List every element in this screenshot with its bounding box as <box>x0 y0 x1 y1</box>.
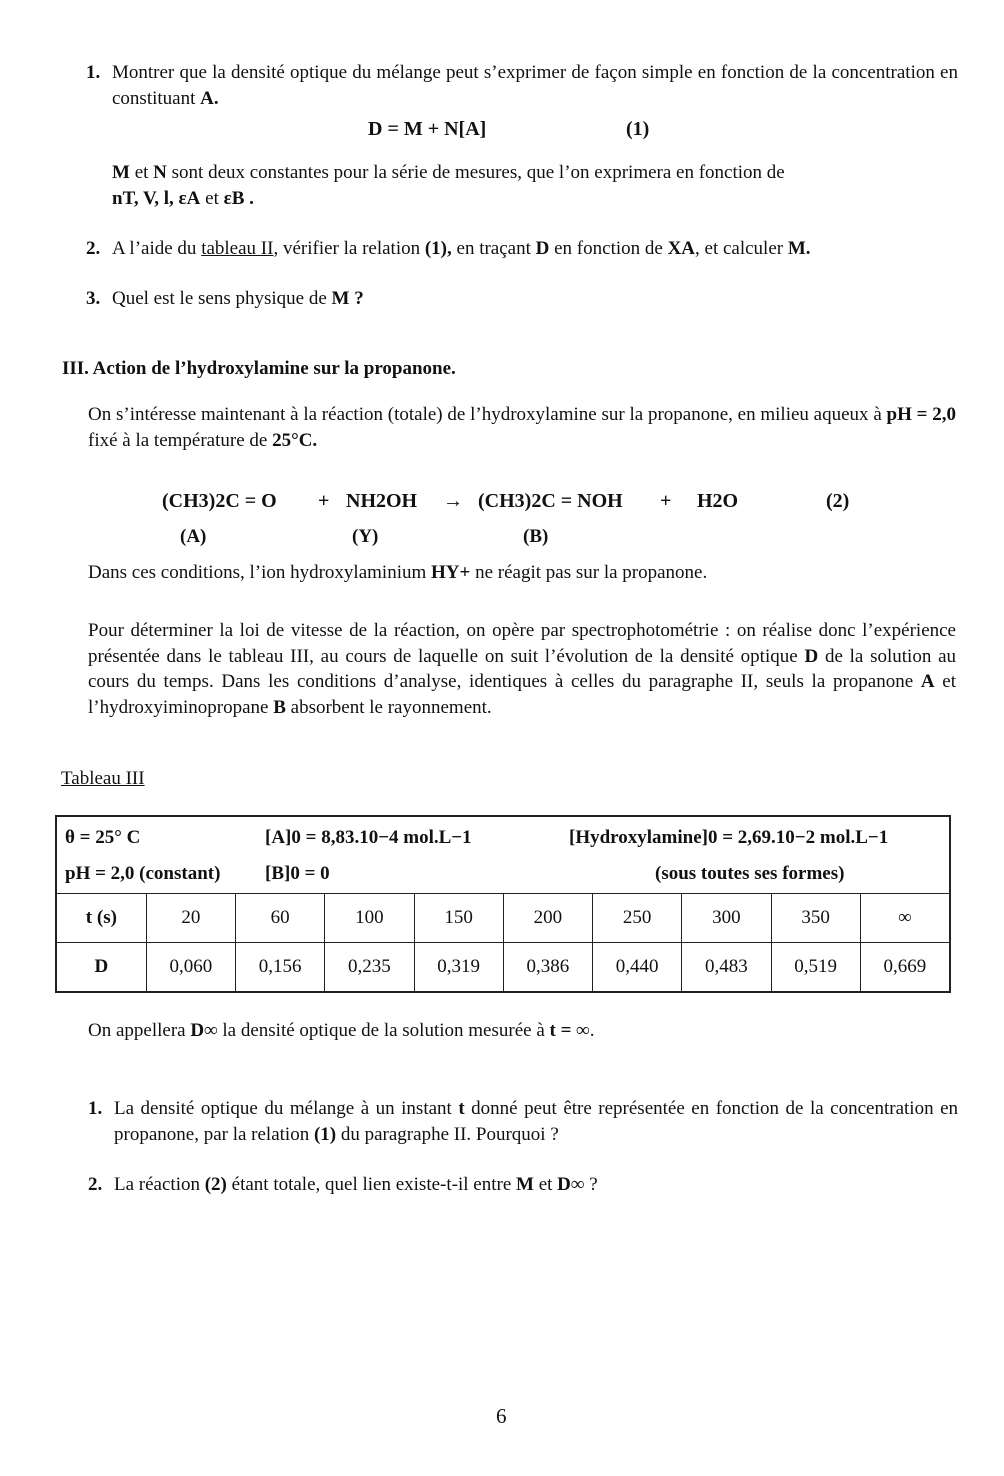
question-text: , et calculer <box>695 238 784 259</box>
note-text: la densité optique de la solution mesurée à <box>222 1020 545 1041</box>
table-cell: 0,060 <box>147 943 236 991</box>
question-3 <box>86 286 958 312</box>
variables-list: nT, V, l, εA <box>112 188 201 209</box>
variable-a: A. <box>200 87 219 109</box>
var-m: M <box>112 162 130 183</box>
table-row-density <box>57 943 949 991</box>
question-1 <box>86 60 958 111</box>
question-text: en traçant <box>456 238 531 259</box>
plus-sign: + <box>660 490 672 512</box>
var-d: D <box>804 645 819 667</box>
continued-text: sont deux constantes pour la série de mesures, que l’on exprimera en fonction de <box>171 162 785 183</box>
reaction-ref: (2) <box>204 1174 227 1195</box>
question-text: ? <box>589 1174 598 1195</box>
row-header: t (s) <box>57 894 147 942</box>
var-m: M <box>516 1174 534 1195</box>
var-d-infinity: D∞ <box>190 1020 218 1041</box>
question-text: donné peut être représentée en fonction de la concentration en propanone, par la relation <box>114 1098 959 1145</box>
a0-condition: [A]0 = 8,83.10−4 mol.L−1 <box>265 827 472 848</box>
table-cell: 0,235 <box>325 943 414 991</box>
ion-hy: HY+ <box>431 562 471 583</box>
ph-condition: pH = 2,0 (constant) <box>65 863 221 884</box>
method-paragraph <box>88 618 956 721</box>
question-text: La réaction <box>114 1174 200 1195</box>
table-cell: 100 <box>325 894 414 942</box>
product-oxime: (CH3)2C = NOH <box>478 490 623 512</box>
question-text: La densité optique du mélange à un instant <box>114 1098 452 1119</box>
question-number: 1. <box>86 62 101 83</box>
relation-ref: (1) <box>313 1123 337 1145</box>
theta-condition: θ = 25° C <box>65 827 141 848</box>
method-text: absorbent le rayonnement. <box>290 696 492 718</box>
label-a: (A) <box>180 526 207 547</box>
reactant-hydroxylamine: NH2OH <box>346 490 418 512</box>
table-header <box>57 817 949 894</box>
part3-question-2 <box>88 1172 958 1198</box>
formula-1: D = M + N[A] <box>368 118 487 140</box>
section-title: III. Action de l’hydroxylamine sur la propanone. <box>62 358 456 379</box>
tableau-ii-link[interactable]: tableau II <box>201 238 274 259</box>
question-text: et <box>538 1174 553 1195</box>
label-b: (B) <box>523 526 549 547</box>
var-d: D <box>535 238 550 259</box>
table-cell: ∞ <box>898 907 912 929</box>
question-text: en fonction de <box>554 238 663 259</box>
page-number: 6 <box>496 1404 507 1428</box>
reaction-number: (2) <box>826 490 850 512</box>
label-y: (Y) <box>352 526 379 547</box>
question-1-continued <box>112 160 958 186</box>
b0-condition: [B]0 = 0 <box>265 863 330 884</box>
note-text: On appellera <box>88 1020 186 1041</box>
table-cell: 350 <box>772 894 861 942</box>
var-m: M ? <box>331 288 364 309</box>
part3-question-1 <box>88 1096 958 1147</box>
table-cell: 0,440 <box>593 943 682 991</box>
variables-line <box>112 186 254 212</box>
table-cell: 60 <box>236 894 325 942</box>
table-cell: 150 <box>415 894 504 942</box>
method-text: de la solution au cours du temps. Dans les conditions d’analyse, identiques à celles du paragraphe <box>88 645 957 693</box>
data-table <box>55 815 951 993</box>
method-text: Pour déterminer la loi de vitesse de la réaction, on opère par spectrophotométrie : on réalise donc l’expérience présentée dans le tableau III, au cours de laquelle on suit l’évolution de la densité optique <box>88 620 956 667</box>
table-cell: 300 <box>682 894 771 942</box>
table-cell: 250 <box>593 894 682 942</box>
formula-1-number: (1) <box>626 118 650 140</box>
intro-text: On s’intéresse maintenant à la réaction (totale) de l’hydroxylamine sur la propanone, en milieu aqueux à <box>88 404 882 425</box>
method-text: et l’hydroxyiminopropane <box>88 671 957 718</box>
var-d-infinity: D∞ <box>557 1174 585 1195</box>
var-m: M. <box>787 238 811 259</box>
question-text: , vérifier la relation <box>273 238 421 259</box>
question-text: Quel est le sens physique de <box>112 288 327 309</box>
note-text: . <box>589 1020 595 1041</box>
var-t: t <box>458 1098 465 1119</box>
ph-value: pH = 2,0 <box>886 404 957 425</box>
question-number: 2. <box>86 238 101 259</box>
conditions-text: ne réagit pas sur la propanone. <box>475 562 708 583</box>
variables-end: εB . <box>223 188 254 209</box>
reaction-arrow: → <box>443 490 463 512</box>
method-text: , seuls la propanone <box>753 671 914 693</box>
reactant-propanone: (CH3)2C = O <box>162 490 277 512</box>
table-caption: Tableau III <box>61 768 145 789</box>
var-xa: XA <box>667 238 696 259</box>
variables-et: et <box>205 188 219 209</box>
var-a: A <box>920 671 935 693</box>
question-text: du paragraphe II. Pourquoi ? <box>340 1123 559 1145</box>
var-n: N <box>153 162 167 183</box>
table-cell: 0,669 <box>883 956 927 978</box>
hydroxylamine-condition: [Hydroxylamine]0 = 2,69.10−2 mol.L−1 <box>569 827 889 848</box>
relation-ref: (1), <box>424 238 452 259</box>
var-b: B <box>273 696 286 718</box>
temperature-value: 25°C. <box>272 429 318 451</box>
table-cell: 0,483 <box>682 943 771 991</box>
table-cell: 20 <box>147 894 236 942</box>
conditions-line <box>88 560 707 586</box>
conditions-text: Dans ces conditions, l’ion hydroxylaminium <box>88 562 427 583</box>
table-cell: 0,519 <box>772 943 861 991</box>
question-2 <box>86 236 958 262</box>
question-text: Montrer que la densité optique du mélange peut s’exprimer de façon simple en fonction de la concentration en constituant <box>112 62 958 109</box>
question-number: 1. <box>88 1098 103 1119</box>
plus-sign: + <box>318 490 330 512</box>
section-ref: II <box>740 671 754 693</box>
d-infinity-note <box>88 1018 594 1044</box>
section-intro <box>88 402 956 453</box>
table-row-time <box>57 894 949 943</box>
question-text: étant totale, quel lien existe-t-il entre <box>231 1174 512 1195</box>
row-header: D <box>57 943 147 991</box>
intro-text: fixé à la température de <box>88 429 268 451</box>
forms-note: (sous toutes ses formes) <box>655 863 845 884</box>
question-text: A l’aide du <box>112 238 197 259</box>
table-cell: 0,319 <box>415 943 504 991</box>
et-text: et <box>134 162 149 183</box>
question-number: 2. <box>88 1174 103 1195</box>
table-cell: 200 <box>504 894 593 942</box>
table-cell: 0,156 <box>236 943 325 991</box>
table-cell: 0,386 <box>504 943 593 991</box>
question-number: 3. <box>86 288 101 309</box>
product-water: H2O <box>697 490 739 512</box>
t-infinity: t = ∞ <box>549 1020 590 1041</box>
